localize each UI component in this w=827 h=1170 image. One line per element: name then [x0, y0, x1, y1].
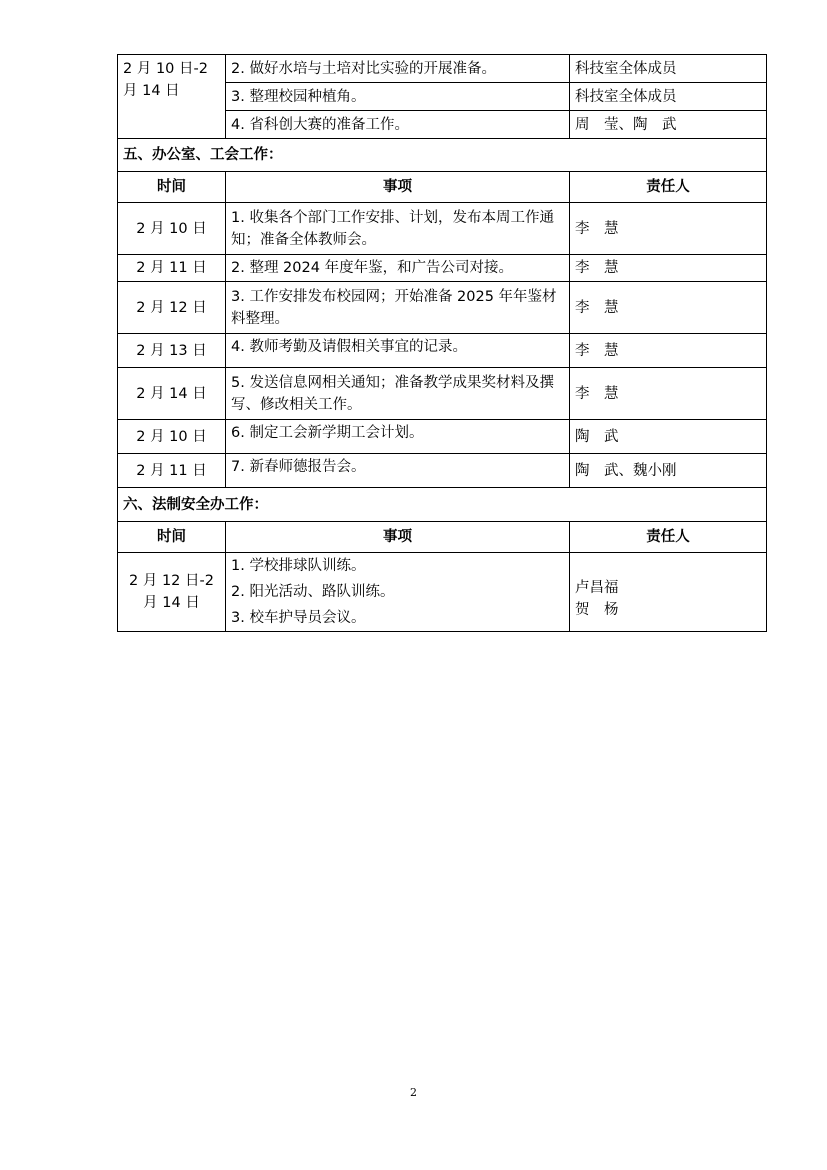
table-cell-date: 2 月 12 日-2 月 14 日 — [118, 553, 226, 632]
header-time: 时间 — [118, 522, 226, 553]
table-cell-item: 3. 工作安排发布校园网；开始准备 2025 年年鉴材料整理。 — [226, 282, 570, 334]
header-person: 责任人 — [570, 172, 767, 203]
table-cell-item: 3. 整理校园种植角。 — [226, 83, 570, 111]
section-title: 六、法制安全办工作： — [118, 488, 767, 522]
header-item: 事项 — [226, 522, 570, 553]
work-schedule-table — [117, 54, 767, 632]
table-cell-date: 2 月 11 日 — [118, 255, 226, 282]
top-block-date: 2 月 10 日-2 月 14 日 — [118, 55, 226, 139]
table-cell-person: 科技室全体成员 — [570, 83, 767, 111]
table-row — [118, 203, 767, 255]
table-cell-date: 2 月 10 日 — [118, 203, 226, 255]
table-row — [118, 454, 767, 488]
table-cell-person: 周 莹、陶 武 — [570, 111, 767, 139]
table-cell-date: 2 月 10 日 — [118, 420, 226, 454]
table-cell-person: 科技室全体成员 — [570, 55, 767, 83]
list-item: 1. 学校排球队训练。 — [231, 558, 366, 574]
header-item: 事项 — [226, 172, 570, 203]
table-row — [118, 255, 767, 282]
list-item: 3. 校车护导员会议。 — [231, 610, 366, 626]
person-name: 卢昌福 — [575, 580, 619, 596]
table-cell-item: 2. 整理 2024 年度年鉴，和广告公司对接。 — [226, 255, 570, 282]
table-cell-item: 4. 省科创大赛的准备工作。 — [226, 111, 570, 139]
table-cell-item: 4. 教师考勤及请假相关事宜的记录。 — [226, 334, 570, 368]
table-cell-date: 2 月 12 日 — [118, 282, 226, 334]
table-cell-person: 陶 武、魏小刚 — [570, 454, 767, 488]
table-cell-item: 6. 制定工会新学期工会计划。 — [226, 420, 570, 454]
table-cell-item: 7. 新春师德报告会。 — [226, 454, 570, 488]
table-cell-item: 2. 做好水培与土培对比实验的开展准备。 — [226, 55, 570, 83]
table-cell-person: 李 慧 — [570, 203, 767, 255]
table-cell-person: 陶 武 — [570, 420, 767, 454]
table-cell-items — [226, 553, 570, 632]
table-cell-date: 2 月 14 日 — [118, 368, 226, 420]
person-name: 贺 杨 — [575, 602, 619, 618]
header-time: 时间 — [118, 172, 226, 203]
table-cell-persons — [570, 553, 767, 632]
section-title: 五、办公室、工会工作： — [118, 139, 767, 172]
table-cell-item: 5. 发送信息网相关通知；准备教学成果奖材料及撰写、修改相关工作。 — [226, 368, 570, 420]
list-item: 2. 阳光活动、路队训练。 — [231, 584, 395, 600]
table-cell-date: 2 月 13 日 — [118, 334, 226, 368]
table-row — [118, 553, 767, 632]
table-row — [118, 334, 767, 368]
header-person: 责任人 — [570, 522, 767, 553]
table-cell-person: 李 慧 — [570, 255, 767, 282]
table-row — [118, 282, 767, 334]
table-cell-person: 李 慧 — [570, 368, 767, 420]
table-cell-person: 李 慧 — [570, 334, 767, 368]
table-cell-item: 1. 收集各个部门工作安排、计划，发布本周工作通知；准备全体教师会。 — [226, 203, 570, 255]
page-number: 2 — [410, 1086, 417, 1099]
table-row — [118, 420, 767, 454]
table-cell-person: 李 慧 — [570, 282, 767, 334]
table-cell-date: 2 月 11 日 — [118, 454, 226, 488]
table-row — [118, 368, 767, 420]
